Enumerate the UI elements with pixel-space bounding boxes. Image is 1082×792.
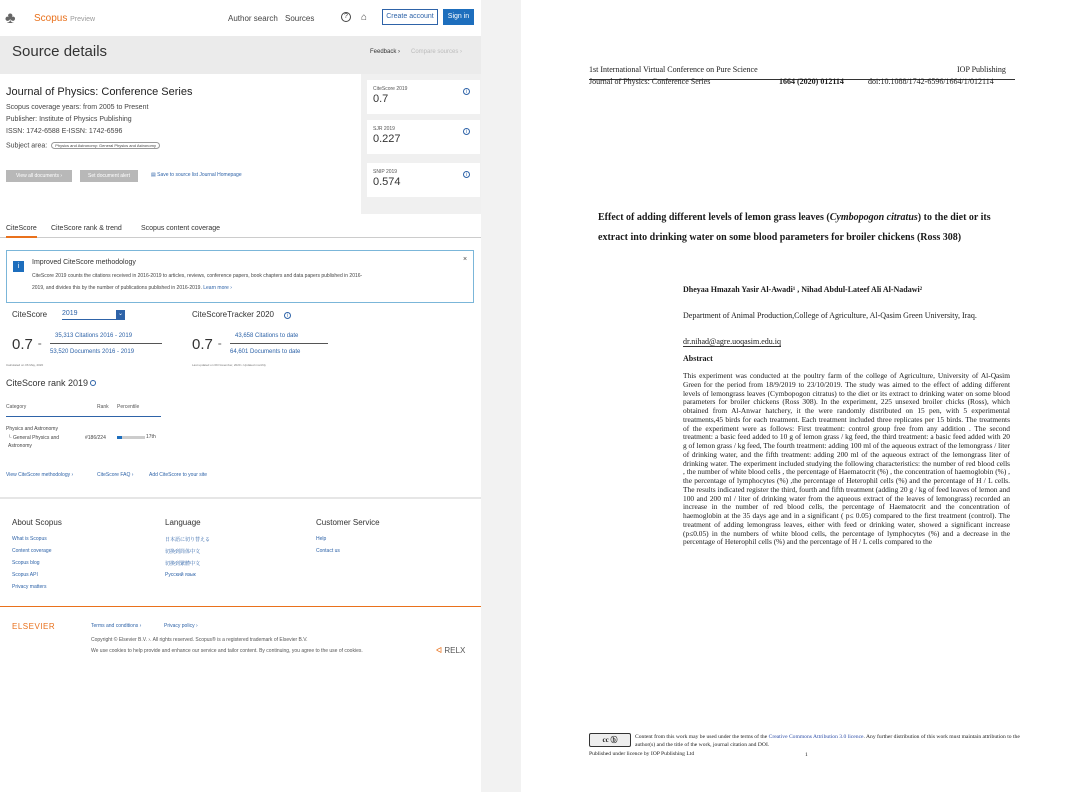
- abstract-text: This experiment was conducted at the poultry farm of the college of Agriculture, University of Al-Qasim Green for the period from 18/9/2019 to 23/10/2019. The study was aimed to the effect of adding different levels of lemongrass leaves (Cymbopogon citratus) to the diet or its extract to drinking water on some blood parameters for broiler chickens (Ross 308). In the experiment, 225 unsexed broiler chicks (Ross), which obtained from Al-Anwar hatchery, it the were randomly distributed on 15 pen, with 5 experimental treatments,45 birds for each treatment. Each treatment included three replicates per 15 birds. The treatments of the experiment were as follows: First treatment: control group free from any addition . The second treatment: a basic feed added to 10 g of lemon grass / kg feed, the third treatment: a basic feed added with 20 g of lemon grass / kg feed, The fourth treatment: adding 100 ml of the aqueous extract of the lemongrass / liter of drinking water, and the fifth treatment: adding 200 ml of the aqueous extract of the lemongrass liter of drinking water. The experiment included studying the following characteristics: the number of red blood cells , the number of white blood cells , the percentage of Haematocrit (%) , the concentration of haemoglobin (%) , the percentage of lymphocytes (%) ,the percentage of Heterophil cells (%) and the percentage of H / L cells. The results indicated register the third, fourth and fifth treatment (adding 20 g / kg of feed leaves of lemon and 100 and 200 ml / liter of drinking water from the aqueous extract of the leaves of lemongrass) recorded an increase in the number of red blood cells, the percentage of Haematocrit and the concentration of haemoglobin at the 35 days age and in a significant ( p≤ 0.05) compared to the first treatment (control). The treatment of adding lemongrass leaves, either with feed or drinking water, showed a significant increase (p≤0.05) in the numbers of white blood cells, the percentage of lymphocytes (%) and a decrease in the percentage of Heterophil cells (%) and the percentage of H / L cells compared to the: [683, 371, 1011, 547]
- year-select[interactable]: 2019: [62, 310, 125, 320]
- citations-link[interactable]: 35,313 Citations 2016 - 2019: [55, 333, 133, 339]
- snip-metric: SNIP 2019 0.574 i: [367, 163, 480, 197]
- create-account-button[interactable]: Create account: [382, 9, 438, 25]
- subject-area: Subject area: Physics and Astronomy: General Physics and Astronomy: [6, 142, 160, 149]
- scopus-panel: ♣ Scopus Preview Author search Sources ? ⌂ Create account Sign in Source details Feedback › Compare sources › Journal of Physics: Conference Series Scopus coverage years: from 2005 to Present Publisher: Institute of Physics Publishing ISSN: 1742-6588 E-ISSN: 1742-6596 Subject area: Physics and Astronomy: General Physics and Astronomy View all documents › Set document alert ▤ Save to source list Journal Homepage CiteScore 2019 0.7 i SJR 2019 0.227 i SNIP 2019 0.574 i CiteScore CiteScore rank & trend Scopus content coverage i Improved CiteScore methodology CiteScore 2019 counts the citations received in 2016-2019 to articles, reviews, conference papers, book chapters and data papers published in 2016-2019, and divides this by the number of publications published in 2016-2019. Learn more › × CiteScore 2019 ⌄ 0.7 = 35,313 Citations 2016 - 2019 53,520 Documents 2016 - 2019 Calculated on 06 May, 2020 CiteScoreTracker 2020 i 0.7 = 43,658 Citations to date 64,601 Documents to date Last updated on 09 November, 2020 • Updated monthly CiteScore rank 2019 Category Rank Percentile Physics and Astronomy └ General Physics and Astronomy #186/224 17th View CiteScore methodology › CiteScore FAQ › Add CiteScore to your site About Scopus What is Scopus Content coverage Scopus blog Scopus API Privacy matters Language 日本語に切り替える 切换到简体中文 切換到繁體中文 Русский язык Customer Service Help Contact us ELSEVIER Terms and conditions › Privacy policy › Copyright © Elsevier B.V. ›. All rights reserved. Scopus® is a registered trademark of Elsevier B.V. We use cookies to help provide and enhance our service and tailor content. By continuing, you agree to the use of cookies. ᐊ RELX: [0, 0, 481, 792]
- add-to-site-link[interactable]: Add CiteScore to your site: [149, 472, 208, 478]
- documents-to-date-link[interactable]: 64,601 Documents to date: [230, 349, 301, 355]
- info-icon[interactable]: [90, 380, 96, 386]
- view-all-documents-button[interactable]: View all documents ›: [6, 170, 72, 182]
- info-icon: i: [13, 261, 24, 272]
- info-icon[interactable]: i: [463, 128, 470, 135]
- citescore-box: CiteScore 2019 ⌄ 0.7 = 35,313 Citations 2016 - 2019 53,520 Documents 2016 - 2019 Calculated on 06 May, 2020: [6, 306, 182, 370]
- feedback-link[interactable]: Feedback ›: [370, 49, 401, 55]
- methodology-link[interactable]: View CiteScore methodology ›: [6, 472, 74, 478]
- elsevier-logo[interactable]: ELSEVIER: [12, 622, 56, 631]
- language-link[interactable]: 切换到简体中文: [165, 549, 201, 555]
- tracker-box: CiteScoreTracker 2020 i 0.7 = 43,658 Citations to date 64,601 Documents to date Last updated on 09 November, 2020 • Updated monthly: [186, 306, 362, 370]
- relx-logo[interactable]: ᐊ RELX: [436, 646, 466, 655]
- set-document-alert-button[interactable]: Set document alert: [80, 170, 138, 182]
- methodology-notice: i Improved CiteScore methodology CiteScore 2019 counts the citations received in 2016-2019 to articles, reviews, conference papers, book chapters and data papers published in 2016-2019, and divides this by the number of publications published in 2016-2019. Learn more › ×: [6, 250, 474, 303]
- tab-citescore[interactable]: CiteScore: [6, 225, 37, 238]
- tab-bar: [0, 224, 481, 238]
- affiliation: Department of Animal Production,College of Agriculture, Al-Qasim Green University, Iraq.: [683, 311, 977, 320]
- citescore-metric: CiteScore 2019 0.7 i: [367, 80, 480, 114]
- paper-title: Effect of adding different levels of lemon grass leaves (Cymbopogon citratus) to the diet or its extract into drinking water on some blood parameters for broiler chickens (Ross 308): [598, 212, 991, 243]
- save-source-list-link[interactable]: ▤ Save to source list Journal Homepage: [151, 172, 242, 178]
- tab-content-coverage[interactable]: Scopus content coverage: [141, 225, 220, 232]
- footer-link[interactable]: Content coverage: [12, 548, 52, 554]
- help-icon[interactable]: ?: [341, 12, 351, 22]
- sjr-metric: SJR 2019 0.227 i: [367, 120, 480, 154]
- email-link[interactable]: dr.nihad@agre.uoqasim.edu.iq: [683, 337, 782, 346]
- subcategory: └ General Physics and Astronomy: [8, 435, 60, 449]
- sources-link[interactable]: Sources: [285, 14, 315, 23]
- chevron-down-icon[interactable]: ⌄: [117, 311, 124, 317]
- journal-title: Journal of Physics: Conference Series: [6, 86, 193, 98]
- issn: ISSN: 1742-6588 E-ISSN: 1742-6596: [6, 128, 123, 135]
- paper-page: 1st International Virtual Conference on Pure Science IOP Publishing Journal of Physics: Conference Series 1664 (2020) 012114 doi:10.1088/1742-6596/1664/1/012114 Effect of adding different levels of lemon grass leaves (Cymbopogon citratus) to the diet or its extract into drinking water on some blood parameters for broiler chickens (Ross 308) Dheyaa Hmazah Yasir Al-Awadi¹ , Nihad Abdul-Lateef Ali Al-Nadawi² Department of Animal Production,College of Agriculture, Al-Qasim Green University, Iraq. dr.nihad@agre.uoqasim.edu.iq Abstract This experiment was conducted at the poultry farm of the college of Agriculture, University of Al-Qasim Green for the period from 18/9/2019 to 23/10/2019. The study was aimed to the effect of adding different levels of lemongrass leaves (Cymbopogon citratus) to the diet or its extract to drinking water on some blood parameters for broiler chickens (Ross 308). In the experiment, 225 unsexed broiler chicks (Ross), which obtained from Al-Anwar hatchery, it the were randomly distributed on 15 pen, with 5 experimental treatments,45 birds for each treatment. Each treatment included three replicates per 15 birds. The treatments of the experiment were as follows: First treatment: control group free from any addition . The second treatment: a basic feed added to 10 g of lemon grass / kg feed, the third treatment: a basic feed added with 20 g of lemon grass / kg feed, The fourth treatment: adding 100 ml of the aqueous extract of the lemongrass / liter of drinking water, and the fifth treatment: adding 200 ml of the aqueous extract of the lemongrass liter of drinking water. The experiment included studying the following characteristics: the number of red blood cells , the number of white blood cells , the percentage of Haematocrit (%) , the concentration of haemoglobin (%) , the percentage of lymphocytes (%) ,the percentage of Heterophil cells (%) and the percentage of H / L cells. The results indicated register the third, fourth and fifth treatment (adding 20 g / kg of feed leaves of lemon and 100 and 200 ml / liter of drinking water from the aqueous extract of the leaves of lemongrass) recorded an increase in the number of red blood cells, the percentage of Haematocrit and the concentration of haemoglobin at the 35 days age and in a significant ( p≤ 0.05) compared to the first treatment (control). The treatment of adding lemongrass leaves, either with feed or drinking water, showed a significant increase (p≤0.05) in the numbers of white blood cells, the percentage of lymphocytes (%) and a decrease in the percentage of Heterophil cells (%) and the percentage of H / L cells compared to the cc ⓑ Content from this work may be used under the terms of the Creative Commons Attribution 3.0 licence. Any further distribution of this work must maintain attribution to the author(s) and the title of the work, journal citation and DOI. Published under licence by IOP Publishing Ltd 1: [521, 8, 1082, 792]
- footer-link[interactable]: Privacy matters: [12, 584, 47, 590]
- scopus-logo[interactable]: Scopus Preview: [34, 13, 96, 24]
- percentile-bar: [117, 436, 145, 439]
- language-link[interactable]: 切換到繁體中文: [165, 561, 201, 567]
- documents-link[interactable]: 53,520 Documents 2016 - 2019: [50, 349, 135, 355]
- tab-rank-trend[interactable]: CiteScore rank & trend: [51, 225, 122, 232]
- divider: [481, 0, 521, 792]
- contact-link[interactable]: Contact us: [316, 548, 340, 554]
- info-icon[interactable]: i: [463, 171, 470, 178]
- language-link[interactable]: 日本語に切り替える: [165, 537, 211, 543]
- terms-link[interactable]: Terms and conditions ›: [91, 623, 142, 629]
- learn-more-link[interactable]: Learn more ›: [203, 285, 232, 291]
- author-search-link[interactable]: Author search: [228, 14, 278, 23]
- privacy-link[interactable]: Privacy policy ›: [164, 623, 198, 629]
- institution-icon[interactable]: ⌂: [361, 12, 368, 23]
- elsevier-tree-icon[interactable]: ♣: [5, 10, 16, 27]
- rank-title: CiteScore rank 2019: [6, 378, 89, 388]
- subject-pill[interactable]: Physics and Astronomy: General Physics and Astronomy: [51, 142, 160, 149]
- footer-link[interactable]: Scopus blog: [12, 560, 40, 566]
- header-band: [0, 36, 481, 74]
- info-icon[interactable]: i: [463, 88, 470, 95]
- language-link[interactable]: Русский язык: [165, 572, 196, 578]
- info-icon[interactable]: i: [284, 312, 291, 319]
- journal-card: [0, 74, 361, 214]
- cc-license-link[interactable]: Creative Commons Attribution 3.0 licence: [768, 734, 864, 740]
- close-icon[interactable]: ×: [463, 256, 468, 263]
- publisher: Publisher: Institute of Physics Publishing: [6, 116, 132, 123]
- faq-link[interactable]: CiteScore FAQ ›: [97, 472, 134, 478]
- citations-to-date-link[interactable]: 43,658 Citations to date: [235, 333, 299, 339]
- top-nav: [0, 0, 481, 36]
- help-link[interactable]: Help: [316, 536, 327, 542]
- license-text: Content from this work may be used under the terms of the Creative Commons Attribution 3.0 licence. Any further distribution of this work must maintain attribution to the author(s) and the title of the work, journal citation and DOI.: [635, 734, 1020, 748]
- sign-in-button[interactable]: Sign in: [443, 9, 474, 25]
- compare-sources-link[interactable]: Compare sources ›: [411, 49, 463, 55]
- coverage-years: Scopus coverage years: from 2005 to Present: [6, 104, 149, 111]
- page-title: Source details: [12, 43, 108, 60]
- authors: Dheyaa Hmazah Yasir Al-Awadi¹ , Nihad Abdul-Lateef Ali Al-Nadawi²: [683, 285, 923, 294]
- footer-link[interactable]: Scopus API: [12, 572, 38, 578]
- abstract-heading: Abstract: [683, 354, 713, 363]
- cc-license-icon: cc ⓑ: [589, 733, 631, 747]
- footer-link[interactable]: What is Scopus: [12, 536, 47, 542]
- journal-homepage-link[interactable]: Journal Homepage: [199, 172, 242, 178]
